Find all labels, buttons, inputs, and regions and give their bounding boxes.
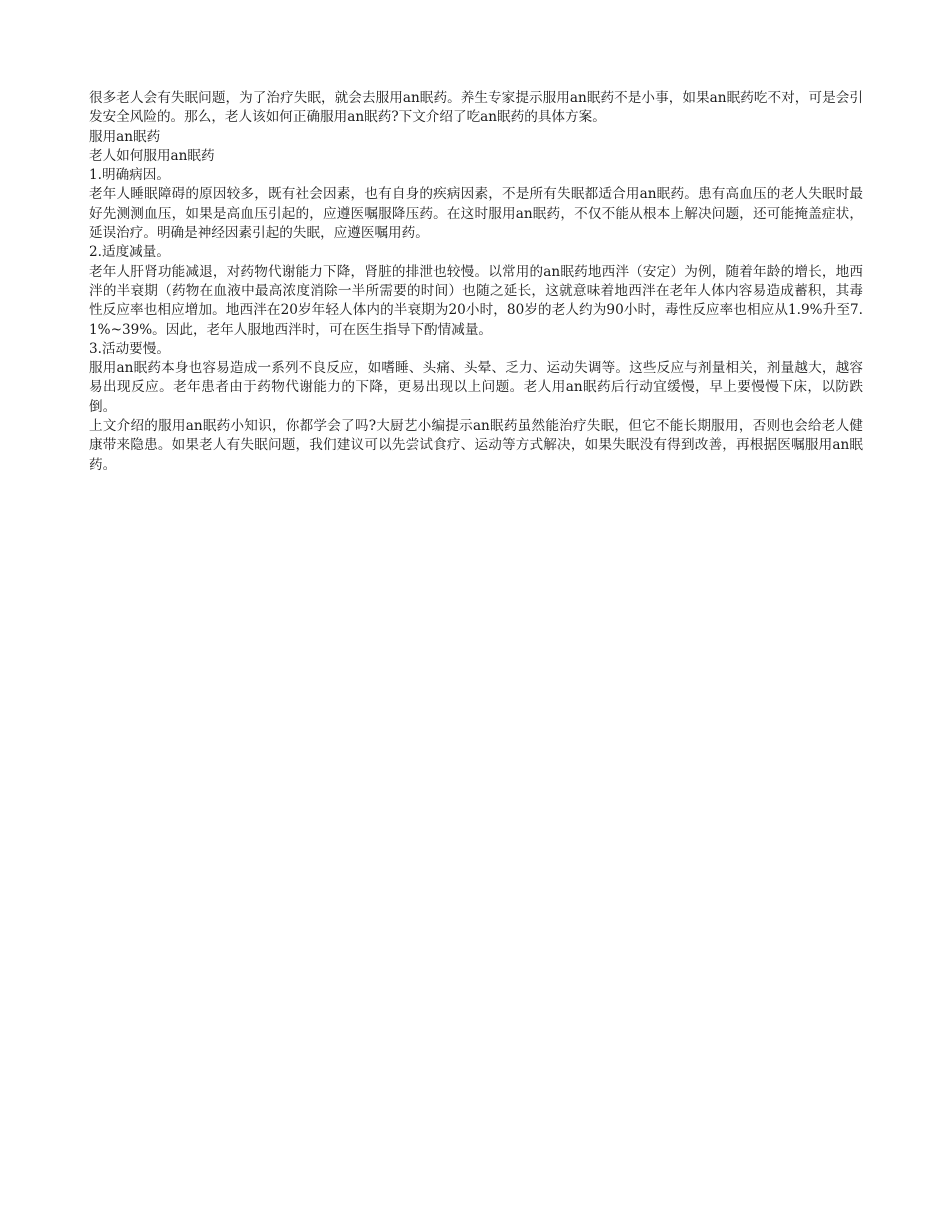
intro-paragraph: 很多老人会有失眠问题，为了治疗失眠，就会去服用an眠药。养生专家提示服用an眠药不是小事，如果an眠药吃不对，可是会引发安全风险的。那么，老人该如何正确服用an眠药?下文介绍了吃an眠药的具体方案。 <box>89 90 863 126</box>
point-1-title: 1.明确病因。 <box>89 167 170 184</box>
section-heading: 服用an眠药 <box>89 128 161 145</box>
point-3-body: 服用an眠药本身也容易造成一系列不良反应，如嗜睡、头痛、头晕、乏力、运动失调等。这些反应与剂量相关，剂量越大，越容易出现反应。老年患者由于药物代谢能力的下降，更易出现以上问题。老人用an眠药后行动宜缓慢，早上要慢慢下床，以防跌倒。 <box>89 360 863 415</box>
subsection-heading: 老人如何服用an眠药 <box>89 147 215 164</box>
document-body <box>89 89 863 475</box>
point-2-body: 老年人肝肾功能减退，对药物代谢能力下降，肾脏的排泄也较慢。以常用的an眠药地西泮（安定）为例，随着年龄的增长，地西泮的半衰期（药物在血液中最高浓度消除一半所需要的时间）也随之延长，这就意味着地西泮在老年人体内容易造成蓄积，其毒性反应率也相应增加。地西泮在20岁年轻人体内的半衰期为20小时，80岁的老人约为90小时，毒性反应率也相应从1.9%升至7.1%~39%。因此，老年人服地西泮时，可在医生指导下酌情减量。 <box>89 263 863 338</box>
point-1-body: 老年人睡眠障碍的原因较多，既有社会因素，也有自身的疾病因素，不是所有失眠都适合用an眠药。患有高血压的老人失眠时最好先测测血压，如果是高血压引起的，应遵医嘱服降压药。在这时服用an眠药，不仅不能从根本上解决问题，还可能掩盖症状，延误治疗。明确是神经因素引起的失眠，应遵医嘱用药。 <box>89 186 863 242</box>
conclusion-paragraph: 上文介绍的服用an眠药小知识，你都学会了吗?大厨艺小编提示an眠药虽然能治疗失眠，但它不能长期服用，否则也会给老人健康带来隐患。如果老人有失眠问题，我们建议可以先尝试食疗、运动等方式解决，如果失眠没有得到改善，再根据医嘱服用an眠药。 <box>89 418 863 473</box>
point-2-title: 2.适度减量。 <box>89 244 170 261</box>
point-3-title: 3.活动要慢。 <box>89 340 170 357</box>
